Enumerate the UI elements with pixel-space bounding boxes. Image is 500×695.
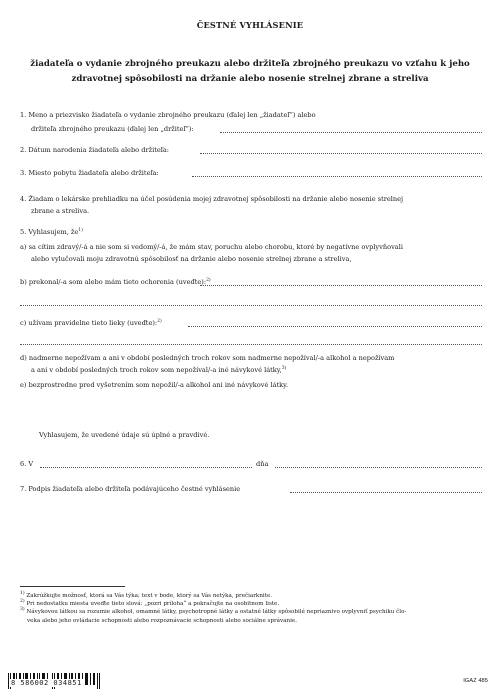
- footnote-2: $^{2)}$ Pri nedostatku miesta uveďte tieto slová: „pozri príloha“ a pokračujte na osobitnom liste.: [20, 599, 280, 607]
- medication-field-line-2[interactable]: [20, 344, 482, 345]
- diseases-field[interactable]: [200, 285, 482, 286]
- footnote-3: $^{3)}$ Návykovou látkou sa rozumie alkohol, omamné látky, psychotropné látky a ostatné látky spôsobilé nepriaznivo ovplyvniť psychiku člo-: [20, 607, 407, 615]
- item-2-label: 2. Dátum narodenia žiadateľa alebo držiteľa:: [20, 146, 170, 154]
- footnote-3-cont: veka alebo jeho ovládacie schopnosti alebo rozpoznávacie schopnosti alebo sociálne správanie.: [27, 618, 297, 624]
- option-a-cont: alebo vylučovali moju zdravotnú spôsobilosť na držanie alebo nosenie strelnej zbrane a streliva,: [31, 255, 352, 263]
- residence-field[interactable]: [192, 176, 482, 177]
- option-d: d) nadmerne nepožívam a ani v období posledných troch rokov som nadmerne nepožíval/-a alkohol a nepožívam: [20, 354, 395, 362]
- birth-date-field[interactable]: [200, 153, 482, 154]
- diseases-field-line-2[interactable]: [20, 305, 482, 306]
- item-4-label-cont: zbrane a streliva.: [31, 207, 90, 215]
- footnote-1: $^{1)}$ Zakrúžkujte možnosť, ktorá sa Vás týka; text v bode, ktorý sa Vás netýka, prečiarknite.: [20, 591, 273, 599]
- item-1-label-cont: držiteľa zbrojného preukazu (ďalej len „držiteľ“):: [31, 125, 194, 133]
- footnote-separator: [20, 586, 125, 587]
- date-field[interactable]: [275, 467, 482, 468]
- option-b: b) prekonal/-a som alebo mám tieto ochorenia (uveďte):$^{2)}$: [20, 278, 211, 286]
- form-code: IGAZ 485: [463, 678, 488, 684]
- item-4-label: 4. Žiadam o lekárske prehliadku na účel posúdenia mojej zdravotnej spôsobilosti na držanie alebo nosenie strelnej: [20, 195, 404, 203]
- option-e: e) bezprostredne pred vyšetrením som nepožil/-a alkohol ani iné návykové látky.: [20, 381, 289, 389]
- item-7-label: 7. Podpis žiadateľa alebo držiteľa podávajúceho čestné vyhlásenie: [20, 485, 241, 493]
- item-3-label: 3. Miesto pobytu žiadateľa alebo držiteľa:: [20, 169, 159, 177]
- option-a: a) sa cítim zdravý/-á a nie som si vedomý/-á, že mám stav, poruchu alebo chorobu, ktoré by negatívne ovplyvňovali: [20, 243, 403, 251]
- option-c: c) užívam pravidelne tieto lieky (uveďte):$^{2)}$: [20, 319, 162, 327]
- signature-field[interactable]: [290, 492, 482, 493]
- holder-name-field[interactable]: [220, 132, 482, 133]
- place-field[interactable]: [40, 467, 252, 468]
- declaration-text: Vyhlasujem, že uvedené údaje sú úplné a pravdivé.: [39, 431, 210, 439]
- item-5-label: 5. Vyhlasujem, $že^{1)}$: [20, 228, 83, 236]
- medication-field[interactable]: [188, 326, 482, 327]
- option-d-cont: a ani v období posledných troch rokov som nepožíval/-a iné návykové látky,$^{3)}$: [31, 366, 287, 374]
- item-6-label: 6. V: [20, 460, 34, 468]
- document-title: ČESTNÉ VYHLÁSENIE: [196, 20, 304, 30]
- document-subtitle: žiadateľa o vydanie zbrojného preukazu alebo držiteľa zbrojného preukazu vo vzťahu k jeho zdravotnej spôsobilosti na držanie alebo nosenie strelnej zbrane a streliva: [30, 59, 470, 84]
- barcode-number: 8 586002 034851: [11, 679, 82, 687]
- date-label: dňa: [256, 460, 269, 468]
- item-1-label: 1. Meno a priezvisko žiadateľa o vydanie zbrojného preukazu (ďalej len „žiadateľ“) alebo: [20, 111, 316, 119]
